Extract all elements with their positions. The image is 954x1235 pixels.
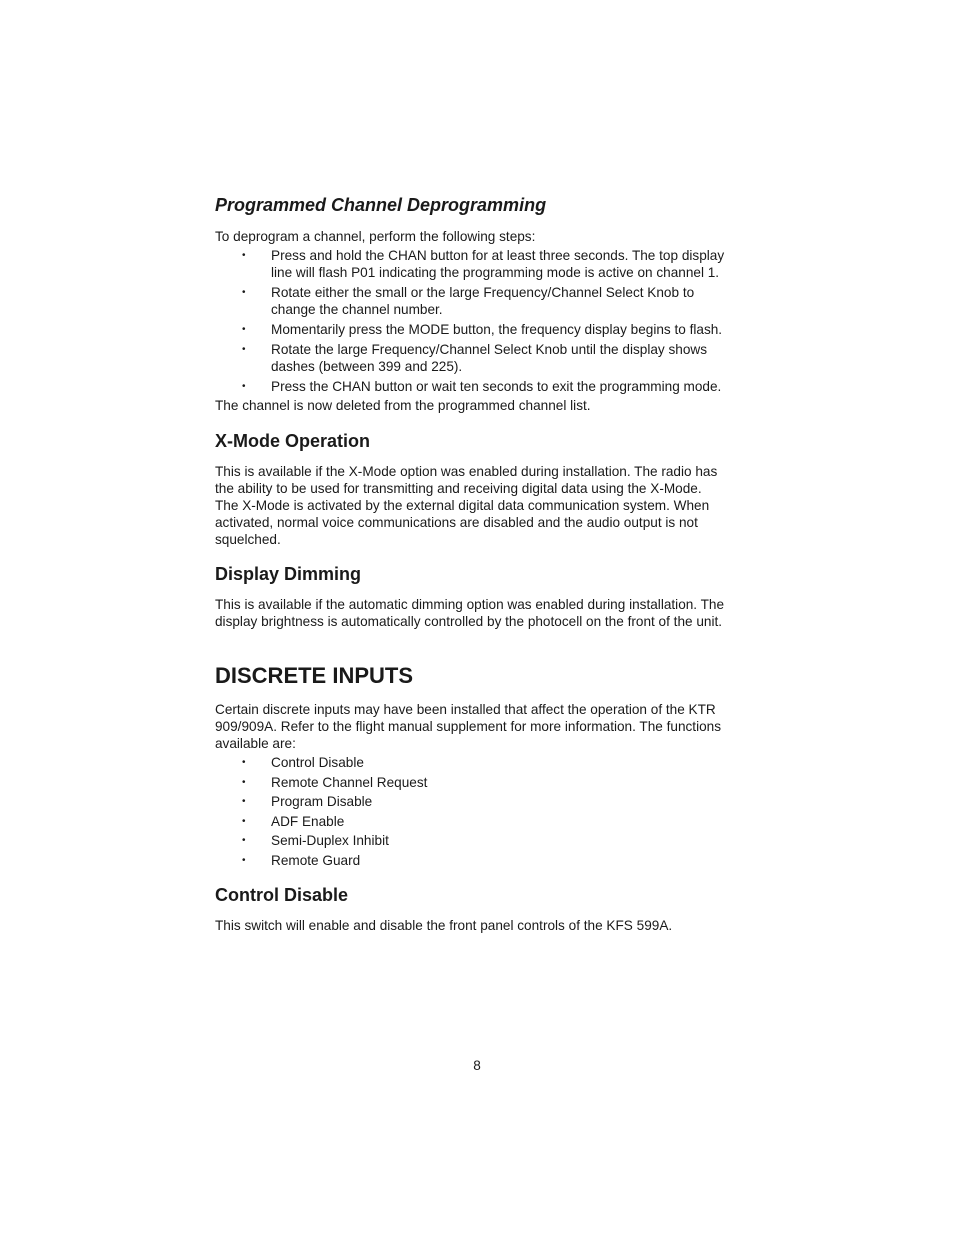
list-item: • Program Disable (242, 794, 373, 810)
bullet-icon: • (242, 344, 246, 355)
dimming-heading: Display Dimming (215, 564, 362, 584)
discrete-inputs-list (215, 754, 727, 869)
dimming-body: This is available if the automatic dimming option was enabled during installation. The display brightness is automatically controlled by the photocell on the front of the unit. (215, 597, 725, 629)
document-page (215, 194, 727, 934)
discrete-inputs-body: Certain discrete inputs may have been installed that affect the operation of the KTR 909/909A. Refer to the flight manual supplement for more information. The functions available are: (215, 702, 722, 751)
bullet-icon: • (242, 757, 246, 768)
bullet-icon: • (242, 815, 246, 827)
bullet-icon: • (242, 324, 246, 335)
list-item: • Semi-Duplex Inhibit (242, 833, 389, 849)
bullet-icon: • (242, 854, 246, 866)
deprogramming-heading: Programmed Channel Deprogramming (215, 195, 547, 215)
bullet-icon: • (242, 381, 246, 392)
list-item: • Remote Guard (242, 852, 361, 868)
list-item: • Control Disable (242, 755, 364, 770)
xmode-heading: X-Mode Operation (215, 431, 371, 451)
list-item: • ADF Enable (242, 813, 345, 829)
list-item: • Momentarily press the MODE button, the frequency display begins to flash. (242, 322, 723, 337)
page-number: 8 (473, 1058, 481, 1073)
list-item: • Press the CHAN button or wait ten seconds to exit the programming mode. (242, 379, 722, 394)
bullet-icon: • (242, 835, 246, 847)
deprogramming-intro: To deprogram a channel, perform the following steps: (215, 229, 536, 244)
bullet-icon: • (242, 287, 246, 298)
xmode-body: This is available if the X-Mode option was enabled during installation. The radio has the ability to be used for transmitting and receiving digital data using the X-Mode. The X-Mode is activated by the external digital data communication system. When activated, normal voice communications are disabled and the audio output is not squelched. (215, 464, 718, 547)
list-item: • Remote Channel Request (242, 774, 428, 790)
bullet-icon: • (242, 796, 246, 808)
list-item: • Press and hold the CHAN button for at least three seconds. The top display line will flash P01 indicating the programming mode is active on channel 1. (242, 248, 725, 280)
bullet-icon: • (242, 776, 246, 788)
discrete-inputs-heading: DISCRETE INPUTS (215, 663, 414, 688)
deprogramming-outro: The channel is now deleted from the programmed channel list. (215, 398, 591, 413)
control-disable-heading: Control Disable (215, 884, 349, 905)
control-disable-body: This switch will enable and disable the front panel controls of the KFS 599A. (215, 917, 673, 933)
bullet-icon: • (242, 250, 246, 261)
list-item: • Rotate the large Frequency/Channel Select Knob until the display shows dashes (between 399 and 225). (242, 342, 708, 374)
deprogramming-steps (215, 247, 727, 395)
list-item: • Rotate either the small or the large Frequency/Channel Select Knob to change the channel number. (242, 285, 695, 317)
